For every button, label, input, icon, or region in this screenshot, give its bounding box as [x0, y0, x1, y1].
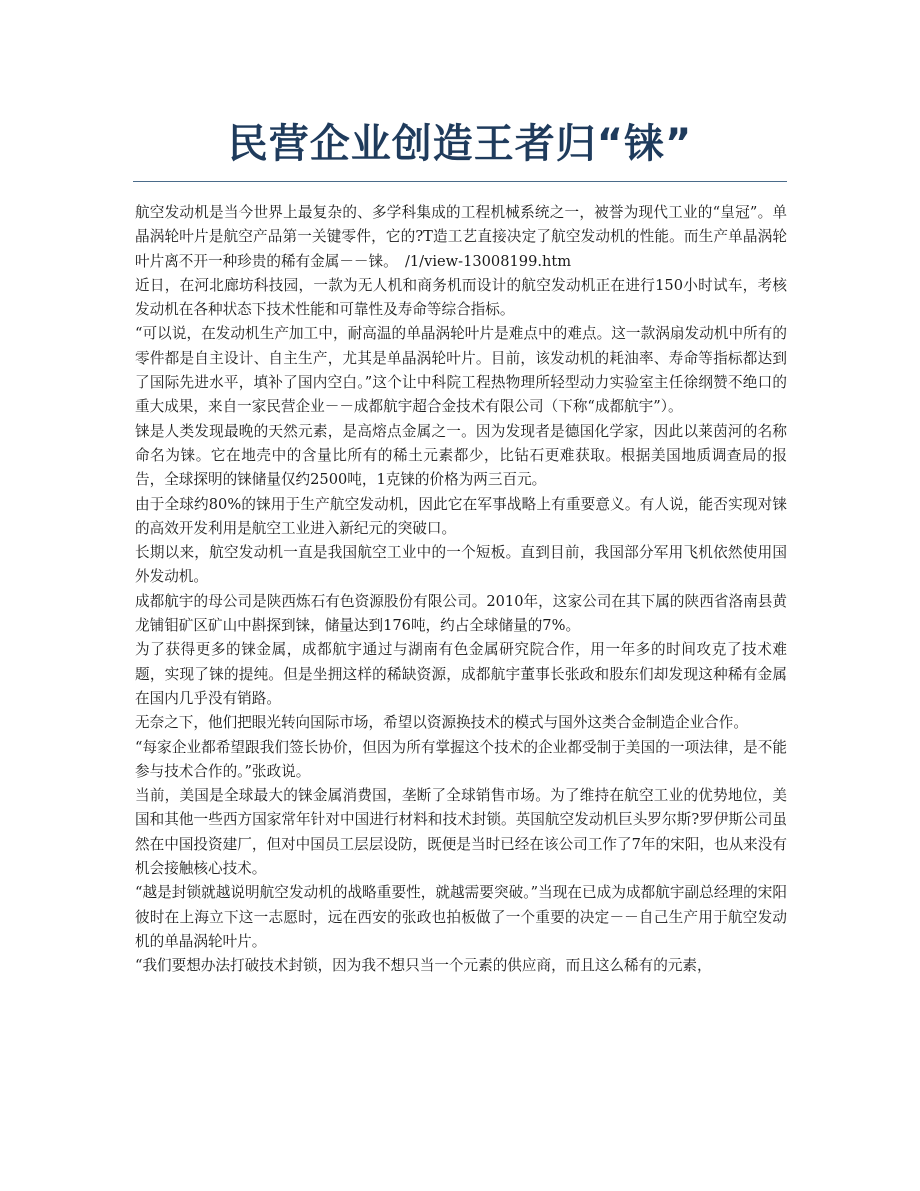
article-body — [135, 201, 787, 979]
paragraph: 为了获得更多的铼金属，成都航宇通过与湖南有色金属研究院合作，用一年多的时间攻克了技术难题，实现了铼的提纯。但是坐拥这样的稀缺资源，成都航宇董事长张政和股东们却发现这种稀有金属在国内几乎没有销路。 — [135, 641, 787, 707]
paragraph: 由于全球约80%的铼用于生产航空发动机，因此它在军事战略上有重要意义。有人说，能否实现对铼的高效开发利用是航空工业进入新纪元的突破口。 — [135, 495, 787, 537]
paragraph: 无奈之下，他们把眼光转向国际市场，希望以资源换技术的模式与国外这类合金制造企业合作。 — [135, 714, 748, 732]
paragraph: 当前，美国是全球最大的铼金属消费国，垄断了全球销售市场。为了维持在航空工业的优势地位，美国和其他一些西方国家常年针对中国进行材料和技术封锁。英国航空发动机巨头罗尔斯?罗伊斯公司虽然在中国投资建厂，但对中国员工层层设防，既便是当时已经在该公司工作了7年的宋阳，也从来没有机会接触核心技术。 — [135, 787, 787, 878]
paragraph: 近日，在河北廊坊科技园，一款为无人机和商务机而设计的航空发动机正在进行150小时试车，考核发动机在各种状态下技术性能和可靠性及寿命等综合指标。 — [135, 276, 787, 319]
document-title: 民营企业创造王者归“铼” — [227, 121, 693, 167]
paragraph: 航空发动机是当今世界上最复杂的、多学科集成的工程机械系统之一，被誉为现代工业的“皇冠”。单晶涡轮叶片是航空产品第一关键零件，它的?T造工艺直接决定了航空发动机的性能。而生产单晶涡轮叶片离不开一种珍贵的稀有金属－－铼。 /1/view-13008199.htm — [135, 204, 787, 270]
paragraph: “每家企业都希望跟我们签长协价，但因为所有掌握这个技术的企业都受制于美国的一项法律，是不能参与技术合作的。”张政说。 — [135, 738, 787, 780]
paragraph: “越是封锁就越说明航空发动机的战略重要性，就越需要突破。”当现在已成为成都航宇副总经理的宋阳彼时在上海立下这一志愿时，远在西安的张政也拍板做了一个重要的决定－－自己生产用于航空发动机的单晶涡轮叶片。 — [135, 884, 787, 950]
paragraph: “可以说，在发动机生产加工中，耐高温的单晶涡轮叶片是难点中的难点。这一款涡扇发动机中所有的零件都是自主设计、自主生产，尤其是单晶涡轮叶片。目前，该发动机的耗油率、寿命等指标都达到了国际先进水平，填补了国内空白。”这个让中科院工程热物理所轻型动力实验室主任徐纲赞不绝口的重大成果，来自一家民营企业－－成都航宇超合金技术有限公司（下称“成都航宇”）。 — [135, 325, 787, 416]
paragraph: 成都航宇的母公司是陕西炼石有色资源股份有限公司。2010年，这家公司在其下属的陕西省洛南县黄龙铺钼矿区矿山中斟探到铼，储量达到176吨，约占全球储量的7%。 — [135, 592, 787, 635]
paragraph: 铼是人类发现最晚的天然元素，是高熔点金属之一。因为发现者是德国化学家，因此以莱茵河的名称命名为铼。它在地壳中的含量比所有的稀土元素都少，比钻石更难获取。根据美国地质调查局的报告，全球探明的铼储量仅约2500吨，1克铼的价格为两三百元。 — [135, 422, 787, 489]
paragraph: “我们要想办法打破技术封锁，因为我不想只当一个元素的供应商，而且这么稀有的元素， — [135, 957, 712, 975]
title-divider — [133, 181, 787, 182]
paragraph: 长期以来，航空发动机一直是我国航空工业中的一个短板。直到目前，我国部分军用飞机依然使用国外发动机。 — [135, 544, 787, 586]
